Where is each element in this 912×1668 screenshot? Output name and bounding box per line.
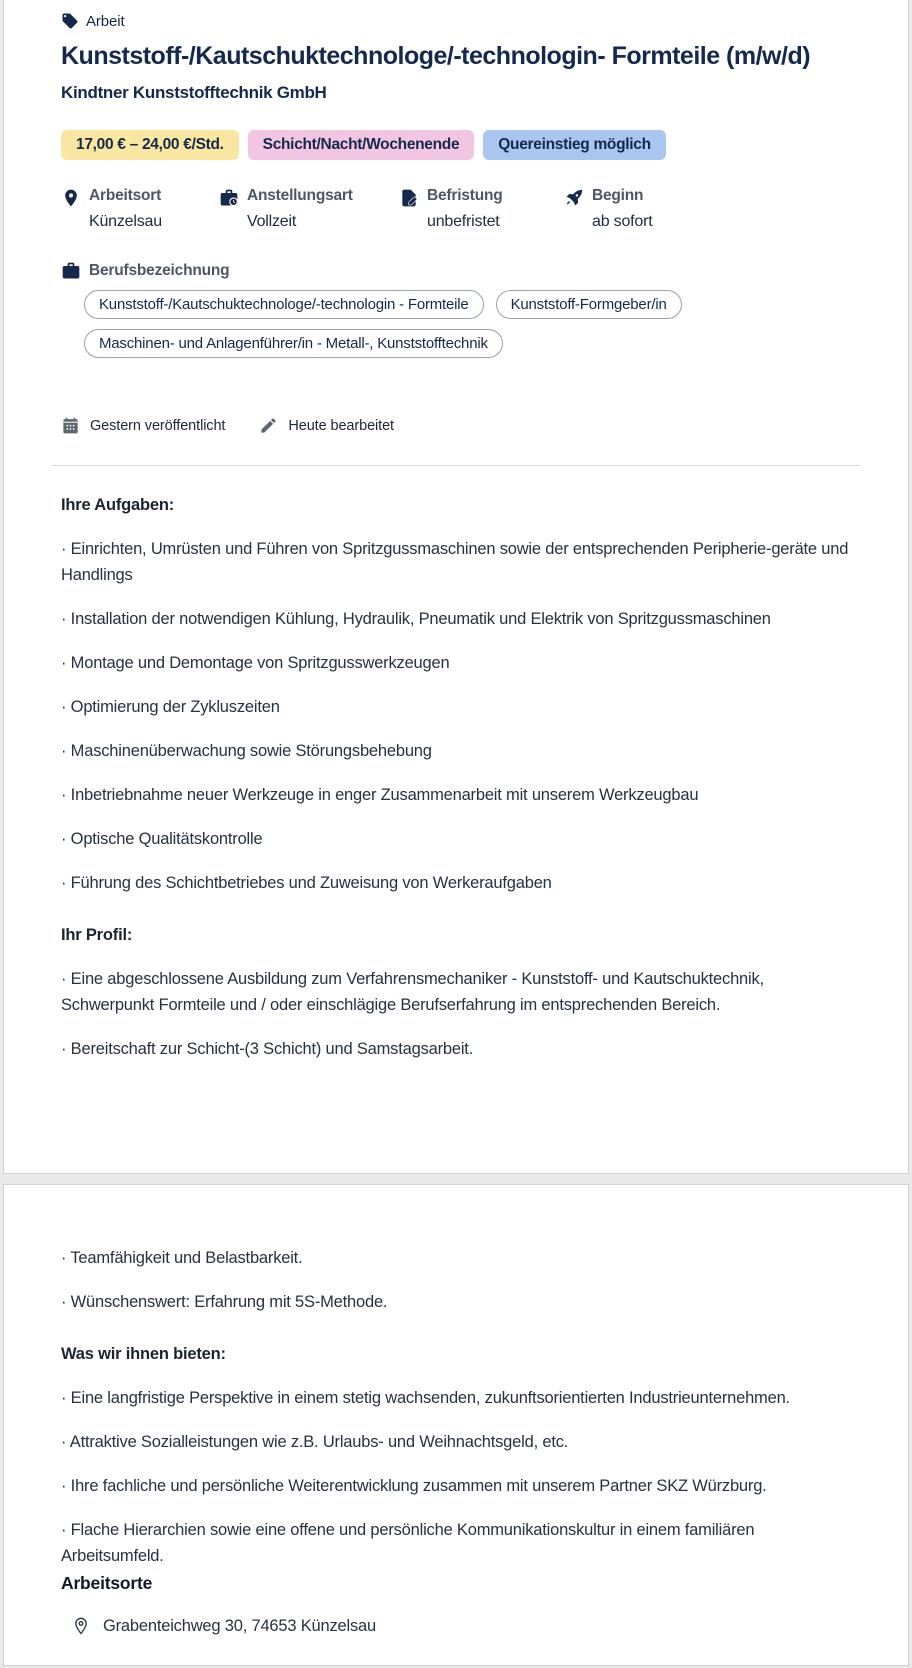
fact-value: Künzelsau: [89, 213, 162, 230]
edited-info: [259, 416, 394, 435]
profile-heading: Ihr Profil:: [61, 926, 133, 944]
location-pin-outline-icon: [71, 1616, 91, 1636]
offer-item: · Flache Hierarchien sowie eine offene und persönliche Kommunikationskultur in einem familiären Arbeitsumfeld.: [61, 1521, 755, 1565]
profile-item: · Teamfähigkeit und Belastbarkeit.: [61, 1249, 303, 1267]
fact-employment-type: [219, 187, 399, 231]
task-item: · Einrichten, Umrüsten und Führen von Spritzgussmaschinen sowie der entsprechenden Peripherie-geräte und Handlings: [61, 540, 849, 584]
fact-row: [61, 187, 851, 231]
profile-item: · Eine abgeschlossene Ausbildung zum Verfahrensmechaniker - Kunststoff- und Kautschuktechnik, Schwerpunkt Formteile und / oder einschlägige Berufserfahrung im entsprechenden Bereich.: [61, 970, 764, 1014]
category-row: [61, 12, 851, 30]
fact-label: Befristung: [427, 187, 503, 204]
job-detail-card: [3, 0, 909, 1174]
profile-item: · Wünschenswert: Erfahrung mit 5S-Methode.: [61, 1293, 388, 1311]
location-pin-icon: [61, 187, 81, 231]
section-divider: [51, 465, 861, 466]
company-name: Kindtner Kunststofftechnik GmbH: [61, 83, 327, 102]
job-titles-section: [61, 261, 851, 358]
offer-item: · Eine langfristige Perspektive in einem stetig wachsenden, zukunftsorientierten Industrieunternehmen.: [61, 1389, 790, 1407]
offer-heading: Was wir ihnen bieten:: [61, 1345, 226, 1363]
page-title: Kunststoff-/Kautschuktechnologe/-technologin- Formteile (m/w/d): [61, 42, 811, 70]
meta-row: [61, 416, 851, 435]
category-label: Arbeit: [86, 12, 125, 30]
fact-label: Arbeitsort: [89, 187, 162, 204]
job-titles-label: Berufsbezeichnung: [89, 262, 230, 279]
job-title-pill[interactable]: Maschinen- und Anlagenführer/in - Metall-, Kunststofftechnik: [84, 329, 503, 358]
worksite-address: Grabenteichweg 30, 74653 Künzelsau: [103, 1616, 376, 1635]
tasks-heading: Ihre Aufgaben:: [61, 496, 175, 514]
offer-item: · Ihre fachliche und persönliche Weiterentwicklung zusammen mit unserem Partner SKZ Würzburg.: [61, 1477, 767, 1495]
calendar-icon: [61, 416, 80, 435]
task-item: · Montage und Demontage von Spritzgusswerkzeugen: [61, 654, 450, 672]
pencil-icon: [259, 416, 278, 435]
tag-icon: [61, 12, 79, 30]
job-title-pill[interactable]: Kunststoff-/Kautschuktechnologe/-technologin - Formteile: [84, 290, 484, 319]
fact-label: Anstellungsart: [247, 187, 353, 204]
fact-label: Beginn: [592, 187, 644, 204]
task-item: · Optische Qualitätskontrolle: [61, 830, 263, 848]
fact-value: unbefristet: [427, 213, 500, 230]
briefcase-clock-icon: [219, 187, 239, 231]
fact-contract-term: [399, 187, 564, 231]
fact-start-date: [564, 187, 652, 231]
document-pen-icon: [399, 187, 419, 231]
worksites-heading: Arbeitsorte: [61, 1573, 153, 1593]
shift-badge: Schicht/Nacht/Wochenende: [248, 130, 475, 160]
briefcase-icon: [61, 261, 81, 281]
job-title-pill[interactable]: Kunststoff-Formgeber/in: [496, 290, 682, 319]
profile-item: · Bereitschaft zur Schicht-(3 Schicht) und Samstagsarbeit.: [61, 1040, 474, 1058]
salary-badge: 17,00 € – 24,00 €/Std.: [61, 130, 239, 160]
task-item: · Inbetriebnahme neuer Werkzeuge in enger Zusammenarbeit mit unserem Werkzeugbau: [61, 786, 699, 804]
task-item: · Maschinenüberwachung sowie Störungsbehebung: [61, 742, 432, 760]
job-description-part1: [61, 492, 851, 1062]
published-text: Gestern veröffentlicht: [90, 417, 226, 434]
job-description-part2: [61, 1245, 851, 1636]
career-entry-badge: Quereinstieg möglich: [483, 130, 665, 160]
edited-text: Heute bearbeitet: [288, 417, 394, 434]
task-item: · Optimierung der Zykluszeiten: [61, 698, 280, 716]
task-item: · Führung des Schichtbetriebes und Zuweisung von Werkeraufgaben: [61, 874, 552, 892]
published-info: [61, 416, 225, 435]
job-title-pills: [61, 290, 781, 358]
rocket-icon: [564, 187, 584, 231]
fact-value: ab sofort: [592, 213, 653, 230]
task-item: · Installation der notwendigen Kühlung, Hydraulik, Pneumatik und Elektrik von Spritzgussmaschinen: [61, 610, 771, 628]
fact-value: Vollzeit: [247, 213, 297, 230]
offer-item: · Attraktive Sozialleistungen wie z.B. Urlaubs- und Weihnachtsgeld, etc.: [61, 1433, 569, 1451]
badge-row: [61, 130, 851, 160]
worksite-address-row: [61, 1616, 851, 1636]
job-detail-card-continued: [3, 1184, 909, 1666]
fact-workplace: [61, 187, 219, 231]
